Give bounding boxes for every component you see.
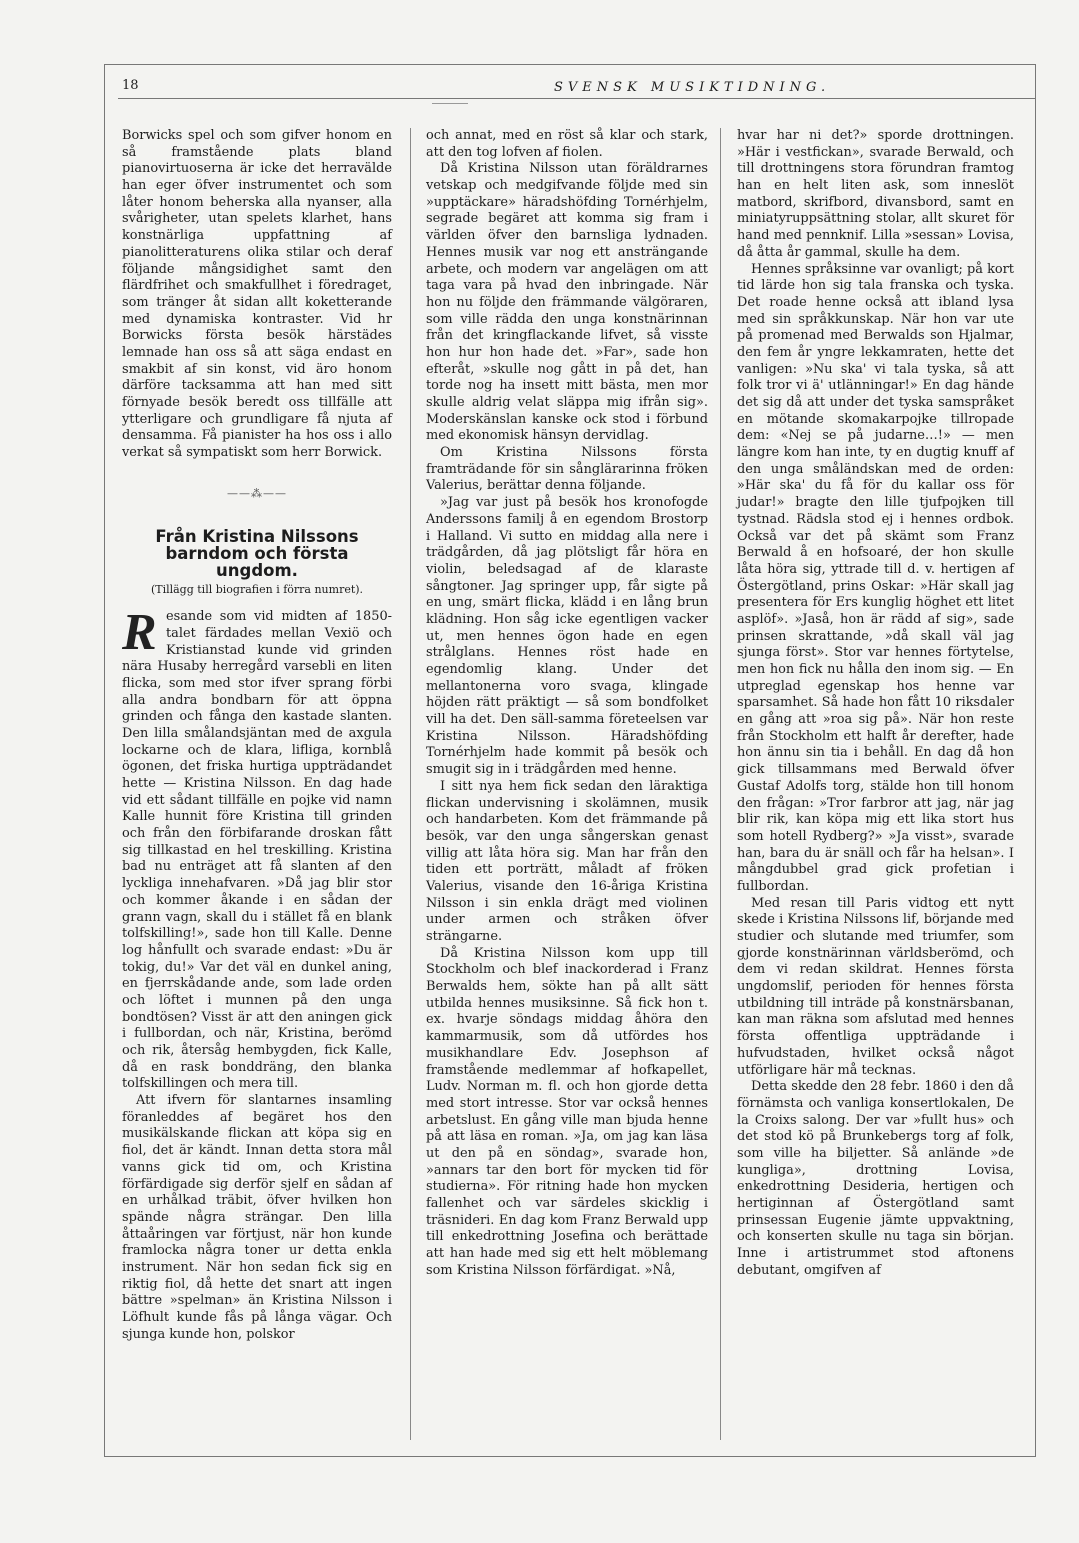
column-divider: [410, 128, 411, 1440]
paragraph: Att ifvern för slantarnes insamling föranleddes af begäret hos den musikälskande flickan att köpa sig en fiol, det är kändt. Innan detta stora mål vanns gick tid om, och Kristina förfärdigade sig derför sjelf en sådan af en urhålkad träbit, öfver hvilken hon spände några strängar. Den lilla åttaåringen var förtjust, när hon kunde framlocka några toner ur detta enkla instrument. När hon sedan fick sig en riktig fiol, då hette det snart att ingen bättre »spelman» än Kristina Nilsson i Löfhult kunde fås på långa vägar. Och sjunga kunde hon, polskor: [122, 1093, 392, 1342]
paragraph: hvar har ni det?» sporde drottningen. »Här i vestfickan», svarade Berwald, och till drottningens stora förundran framtog han en helt liten ask, som inneslöt matbord, skrifbord, divansbord, samt en miniatyruppsättning stolar, allt skuret för hand med pennknif. Lilla »sessan» Lovisa, då åtta år gammal, skulle ha dem.: [737, 128, 1014, 260]
paragraph: Borwicks spel och som gifver honom en så framstående plats bland pianovirtuoserna är icke det herravälde han eger öfver instrumentet och som låter honom beherska alla nyanser, alla svårigheter, utan spelets klarhet, hans konstnärliga uppfattning af pianolitteraturens olika stilar och deraf följande mångsidighet samt den flärdfrihet och smakfullhet i föredraget, som tränger åt sidan allt koketterande med dynamiska kontraster. Vid hr Borwicks första besök härstädes lemnade han oss så att säga endast en smakbit af sin konst, vid äro honom därföre tacksamma att han med sitt förnyade besök beredt oss tillfälle att ytterligare och grundligare få njuta af densamma. Få pianister ha hos oss i allo verkat så sympatiskt som herr Borwick.: [122, 128, 392, 461]
section-ornament: ——⁂——: [227, 486, 287, 500]
paragraph: Hennes språksinne var ovanligt; på kort tid lärde hon sig tala franska och tyska. Det roade henne också att ibland lysa med sin språkkunskap. När hon var ute på promenad med Berwalds son Hjalmar, den fem år yngre lekkamraten, hette det vanligen: »Nu ska' vi tala tyska, så att folk tror vi ä' utlänningar!» En dag hände det sig då att under det tyska samspråket en mötande skomakarpojke tillropade dem: «Nej se på judarne…!» — men längre kom han inte, ty en dugtig knuff af den unga småländskan med de orden: »Här ska' du få för du kallar oss för judar!» bragte den lille tjufpojken till tystnad. Rädsla stod ej i hennes ordbok. Också var det på skämt som Franz Berwald å en hofsoaré, der hon skulle låta höra sig, yttrade till d. v. hertigen af Östergötland, prins Oskar: »Här skall jag presentera för Ers kunglig höghet ett litet asplöf». »Jaså, hon är rädd af sig», sade prinsen skrattande, »då skall väl jag sjunga först». Stor var hennes förtytelse, men hon fick nu hålla den inom sig. — En utpreglad egenskap hos henne var sparsamhet. Så hade hon fått 10 riksdaler en gång att »roa sig på». När hon reste från Stockholm ett halft år derefter, hade hon ännu sin tia i behåll. En dag då hon gick tillsammans med Berwald öfver Gustaf Adolfs torg, stälde hon till honom den frågan: »Tror farbror att jag, när jag blir rik, kan köpa mig ett lika stort hus som hotell Rydberg?» »Ja visst», svarade han, bara du är snäll och får ha helsan». I mångdubbel grad gick profetian i fullbordan.: [737, 261, 1014, 894]
column-divider: [720, 128, 721, 1440]
paragraph: »Jag var just på besök hos kronofogde Anderssons familj å en egendom Brostorp i Halland. Vi sutto en middag alla nere i trädgården, då jag plötsligt får höra en violin, beledsagad af de klaraste sångtoner. Jag springer upp, får sigte på en ung, smärt flicka, klädd i en lång brun klädning. Hon såg icke egentligen vacker ut, men hennes ögon hade en egen strålglans. Hennes röst hade en egendomlig klang. Under det mellantonerna voro svaga, klingade höjden rätt präktigt — så som bondfolket vill ha det. Den säll-samma företeelsen var Kristina Nilsson. Häradshöfding Tornérhjelm hade kommit på besök och smugit sig in i trädgården med henne.: [426, 495, 708, 778]
paragraph: [122, 604, 392, 1093]
drop-cap: R: [122, 604, 157, 662]
paragraph-text: esande som vid midten af 1850-talet färdades mellan Vexiö och Kristianstad kunde vid grinden nära Husaby herregård varsebli en liten flicka, som med stor ifver sprang förbi alla andra bondbarn för att öppna grinden och fånga den kastade slanten. Den lilla smålandsjäntan med de axgula lockarne och de klara, lifliga, kornblå ögonen, det friska hurtiga uppträdandet hette — Kristina Nilsson. En dag hade vid ett sådant tillfälle en pojke vid namn Kalle hunnit före Kristina till grinden och från den förbifarande droskan fått sig tillkastad en hel treskilling. Kristina bad nu enträget att få slanten af den lyckliga innehafvaren. »Då jag blir stor och kommer åkande i en sådan der grann vagn, skall du i stället få en blank tolfskilling!», sade hon till Kalle. Denne log hånfullt och svarade endast: »Du är tokig, du!» Var det väl en dunkel aning, en fjerrskådande ande, som lade orden och löftet i munnen på den unga bondtösen? Visst är att den aningen gick i fullbordan, och när, Kristina, berömd och rik, återsåg hembygden, fick Kalle, då en rask bonddräng, den blanka tolfskillingen och mera till.: [122, 609, 392, 1092]
paragraph: Då Kristina Nilsson kom upp till Stockholm och blef inackorderad i Franz Berwalds hem, sökte han på allt sätt utbilda hennes musiksinne. Så fick hon t. ex. hvarje söndags middag åhöra den kammarmusik, som då utfördes hos musikhandlare Edv. Josephson af framstående medlemmar af hofkapellet, Ludv. Norman m. fl. och hon gjorde detta med stort intresse. Stor var också hennes arbetslust. En gång ville man bjuda henne på att läsa en roman. »Ja, om jag kan läsa ut den på en söndag», svarade hon, »annars tar den bort för mycken tid för studierna». För ritning hade hon mycken fallenhet och var särdeles skicklig i träsnideri. En dag kom Franz Berwald upp till enkedrottning Josefina och berättade att han hade med sig ett helt möblemang som Kristina Nilsson förfärdigat. »Nå,: [426, 945, 708, 1278]
paragraph: och annat, med en röst så klar och stark, att den tog lofven af fiolen.: [426, 128, 708, 160]
column-middle: [426, 128, 708, 1279]
running-title: SVENSK MUSIKTIDNING.: [554, 80, 831, 95]
paragraph: Med resan till Paris vidtog ett nytt skede i Kristina Nilssons lif, börjande med studier och slutande med triumfer, som gjorde konstnärinnan världsberömd, och dem vi redan skildrat. Hennes första ungdomslif, perioden för hennes första utbildning till inträde på konstnärsbanan, kan man räkna som afslutad med hennes första offentliga uppträdande i hufvudstaden, hvilket också något utförligare här må tecknas.: [737, 895, 1014, 1078]
paragraph: Detta skedde den 28 febr. 1860 i den då förnämsta och vanliga konsertlokalen, De la Croixs salong. Der var »fullt hus» och det stod kö på Brunkebergs torg af folk, som ville ha biljetter. Så anlände »de kungliga», drottning Lovisa, enkedrottning Desideria, hertigen och hertiginnan af Östergötland samt prinsessan Eugenie jämte uppvaktning, och konserten skulle nu taga sin början. Inne i artistrummet stod aftonens debutant, omgifven af: [737, 1079, 1014, 1278]
page-number: 18: [122, 78, 139, 93]
header-rule: [118, 98, 1036, 99]
paragraph: I sitt nya hem fick sedan den läraktiga flickan undervisning i skolämnen, musik och handarbeten. Kom det främmande på besök, var den unga sångerskan genast villig att låta höra sig. Man har från den tiden ett porträtt, måladt af fröken Valerius, visande den 16-åriga Kristina Nilsson i sin enkla drägt med violinen under armen och stråken öfver strängarne.: [426, 778, 708, 944]
column-right: [737, 128, 1014, 1279]
column-left: [122, 128, 392, 1343]
page-header: [104, 76, 1036, 104]
header-rule-ornament: [432, 103, 468, 104]
article-title: Från Kristina Nilssons barndom och första ungdom.: [155, 527, 359, 581]
article-subtitle: (Tillägg till biografien i förra numret).: [150, 583, 364, 597]
paragraph: Då Kristina Nilsson utan föräldrarnes vetskap och medgifvande följde med sin »upptäckare» häradshöfding Tornérhjelm, segrade begäret att komma sig fram i världen öfver den barnsliga lydnaden. Hennes musik var nog ett ansträngande arbete, och modern var angelägen om att taga vara på hvad den inbringade. När hon nu följde den främmande välgöraren, som ville rädda den unga konstnärinnan från det kringflackande lifvet, så visste hon hur hon hade det. »Far», sade hon efteråt, »skulle nog gått in på det, han torde nog ha insett mitt bästa, men mor skulle aldrig velat släppa mig ifrån sig». Moderskänslan kanske ock stod i förbund med ekonomisk hänsyn dervidlag.: [426, 161, 708, 444]
paragraph: Om Kristina Nilssons första framträdande för sin sånglärarinna fröken Valerius, berättar denna följande.: [426, 445, 708, 494]
